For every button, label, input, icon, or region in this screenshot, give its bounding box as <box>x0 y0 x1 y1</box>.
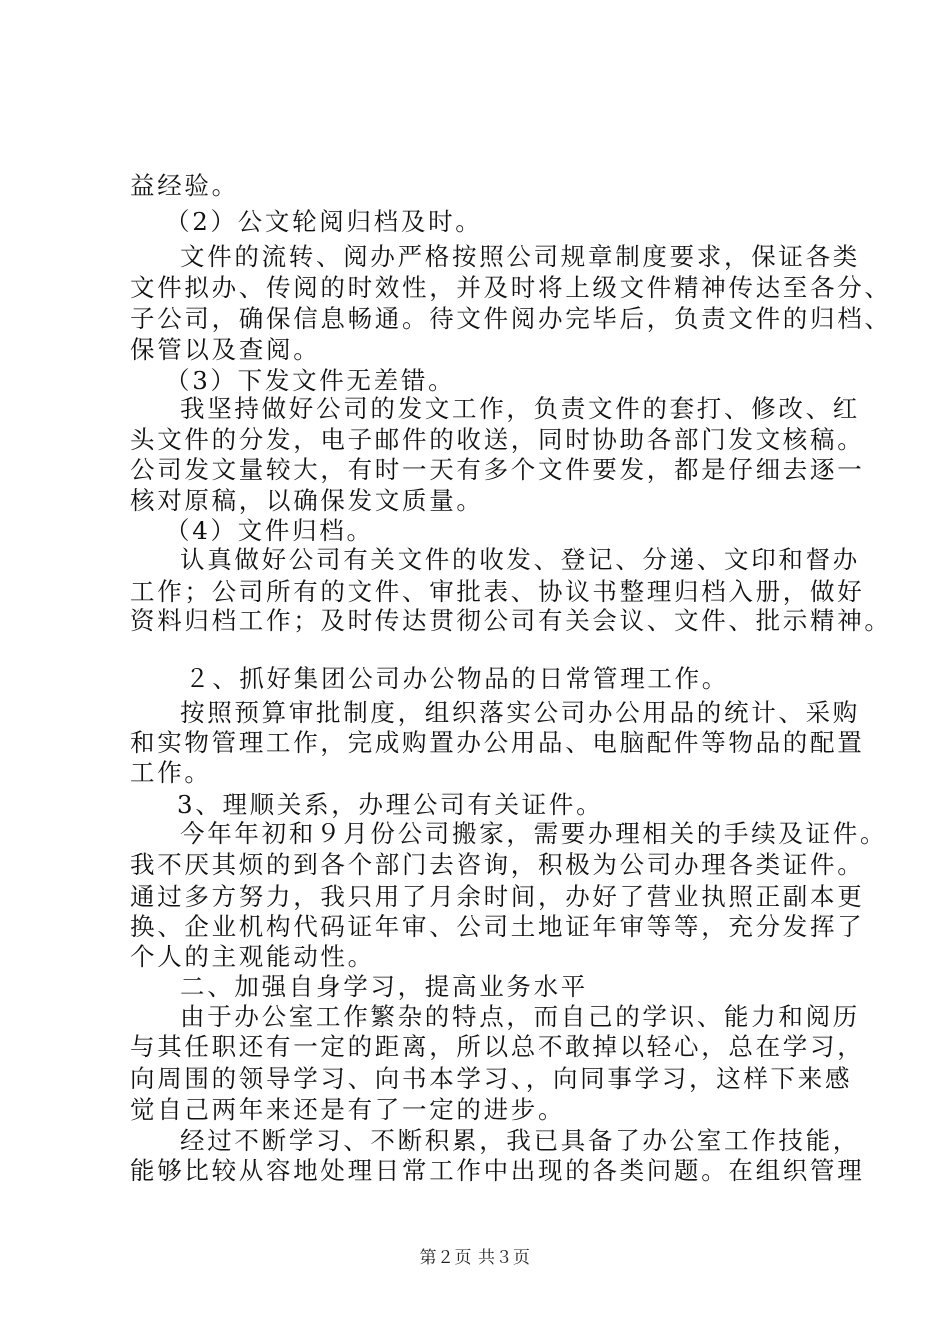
text-line: 工作。 <box>130 758 212 787</box>
text-line: （2）公文轮阅归档及时。 <box>165 207 483 236</box>
text-line: 按照预算审批制度，组织落实公司办公用品的统计、采购 <box>180 698 860 727</box>
text-line: 能够比较从容地处理日常工作中出现的各类问题。在组织管理 <box>130 1156 865 1185</box>
text-line: 与其任职还有一定的距离，所以总不敢掉以轻心，总在学习， <box>130 1032 865 1061</box>
page-number-footer: 第２页 共３页 <box>419 1248 531 1268</box>
text-line: ２、抓好集团公司办公物品的日常管理工作。 <box>185 664 729 693</box>
text-line: 由于办公室工作繁杂的特点，而自己的学识、能力和阅历 <box>180 1002 860 1031</box>
text-line: 保管以及查阅。 <box>130 335 321 364</box>
text-line: 3、理顺关系，办理公司有关证件。 <box>177 790 604 819</box>
text-line: （3）下发文件无差错。 <box>165 366 456 395</box>
text-line: 向周围的领导学习、向书本学习、，向同事学习，这样下来感 <box>130 1064 853 1093</box>
text-line: 核对原稿，以确保发文质量。 <box>130 486 484 515</box>
text-line: 觉自己两年来还是有了一定的进步。 <box>130 1095 566 1124</box>
text-line: 工作；公司所有的文件、审批表、协议书整理归档入册，做好 <box>130 577 865 606</box>
text-line: 我不厌其烦的到各个部门去咨询，积极为公司办理各类证件。 <box>130 850 865 879</box>
text-line: 今年年初和９月份公司搬家，需要办理相关的手续及证件。 <box>180 819 888 848</box>
text-line: 换、企业机构代码证年审、公司土地证年审等等，充分发挥了 <box>130 912 865 941</box>
text-line: 个人的主观能动性。 <box>130 942 375 971</box>
text-line: 头文件的分发，电子邮件的收送，同时协助各部门发文核稿。 <box>130 425 865 454</box>
text-line: 二、加强自身学习，提高业务水平 <box>180 972 588 1001</box>
text-line: 认真做好公司有关文件的收发、登记、分递、文印和督办 <box>180 545 860 574</box>
text-line: 和实物管理工作，完成购置办公用品、电脑配件等物品的配置 <box>130 728 865 757</box>
text-line: （4）文件归档。 <box>165 516 374 545</box>
text-line: 我坚持做好公司的发文工作，负责文件的套打、修改、红 <box>180 394 860 423</box>
text-line: 文件的流转、阅办严格按照公司规章制度要求，保证各类 <box>180 242 860 271</box>
text-line: 文件拟办、传阅的时效性，并及时将上级文件精神传达至各分、 <box>130 273 892 302</box>
text-line: 子公司，确保信息畅通。待文件阅办完毕后，负责文件的归档、 <box>130 304 892 333</box>
text-line: 益经验。 <box>130 171 239 200</box>
text-line: 通过多方努力，我只用了月余时间，办好了营业执照正副本更 <box>130 882 865 911</box>
text-line: 经过不断学习、不断积累，我已具备了办公室工作技能， <box>180 1126 860 1155</box>
text-line: 公司发文量较大，有时一天有多个文件要发，都是仔细去逐一 <box>130 455 865 484</box>
text-line: 资料归档工作；及时传达贯彻公司有关会议、文件、批示精神。 <box>130 606 892 635</box>
